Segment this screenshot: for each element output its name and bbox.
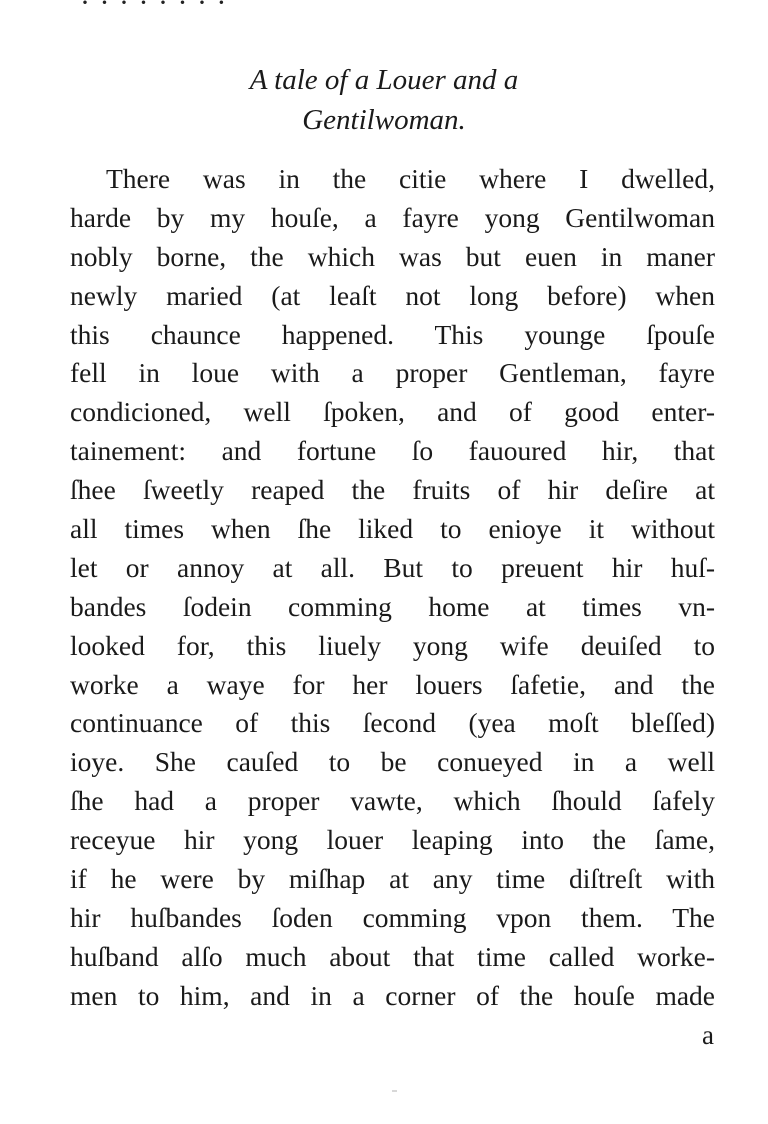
- text-line: bandes ſodein comming home at times vn-: [70, 590, 715, 622]
- title-line-2: Gentilwoman.: [302, 104, 466, 136]
- text-line: nobly borne, the which was but euen in maner: [70, 240, 715, 272]
- text-line: condicioned, well ſpoken, and of good enter-: [70, 396, 715, 428]
- text-line: let or annoy at all. But to preuent hir huſ-: [70, 551, 715, 583]
- body-paragraph: [70, 160, 715, 1016]
- catchword: a: [702, 1020, 714, 1050]
- text-line: huſband alſo much about that time called worke-: [70, 940, 715, 972]
- text-line: continuance of this ſecond (yea moſt bleſſed): [70, 707, 715, 739]
- text-line: harde by my houſe, a fayre yong Gentilwoman: [70, 201, 715, 233]
- text-line: hir huſbandes ſoden comming vpon them. The: [70, 901, 715, 933]
- text-line: ſhe had a proper vawte, which ſhould ſafely: [70, 785, 715, 817]
- text-line: if he were by miſhap at any time diſtreſt with: [70, 863, 715, 895]
- text-line: looked for, this liuely yong wife deuiſed to: [70, 629, 715, 661]
- text-line: fell in loue with a proper Gentleman, fayre: [70, 357, 715, 389]
- text-line: ioye. She cauſed to be conueyed in a well: [70, 746, 715, 778]
- text-line: worke a waye for her louers ſafetie, and the: [70, 668, 715, 700]
- text-line: men to him, and in a corner of the houſe made: [70, 979, 715, 1011]
- text-line: newly maried (at leaſt not long before) when: [70, 279, 715, 311]
- cropped-header-fragment: · · · · · · · ·: [80, 0, 228, 19]
- title-line-1: A tale of a Louer and a: [249, 64, 519, 96]
- text-line: all times when ſhe liked to enioye it without: [70, 513, 715, 545]
- text-line: There was in the citie where I dwelled,: [106, 163, 715, 194]
- text-line: ſhee ſweetly reaped the fruits of hir deſire at: [70, 474, 715, 506]
- text-line: tainement: and fortune ſo fauoured hir, that: [70, 435, 715, 467]
- chapter-title: [0, 60, 768, 140]
- text-line: receyue hir yong louer leaping into the ſame,: [70, 824, 715, 856]
- paper-speck: [392, 1090, 397, 1092]
- text-line: this chaunce happened. This younge ſpouſe: [70, 318, 715, 350]
